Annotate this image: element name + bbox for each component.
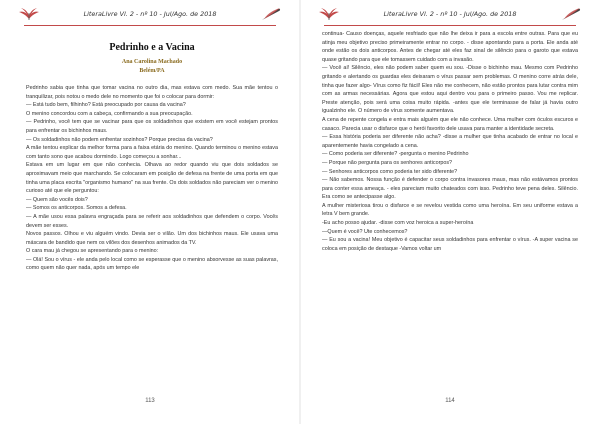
paragraph: — Quem são vocês dois?: [26, 196, 88, 203]
paragraph: — Somos os anticorpos. Somos a defesa.: [26, 205, 127, 212]
paragraph: — Você aí! Silêncio, eles não podem saber quem eu sou. -Disse o bichinho mau. Mesmo com Pedrinho gritando e alertando os guardas eles deixaram o vírus passar sem problemas. O menino corre atrás dele, tinha que fazer algo- Vírus como fiz fácil! Eles não me conhecem, não estão prontos para lutar contra mim com as armas necessárias. Agora que estou aqui dentro vou para o primeiro passo. Vou me replicar. Preste atenção, pois será uma coisa muito rápida. -antes que ele terminasse de falar já havia outro igualzinho ele. O número de vírus somente aumentava.: [322, 65, 578, 115]
paragraph: — Porque não pergunta para os senhores anticorpos?: [322, 159, 453, 166]
paragraph: — Como poderia ser diferente? -pergunta o menino Pedrinho: [322, 151, 469, 158]
quill-pen-icon: [260, 7, 282, 21]
paragraph: — A mãe usou essa palavra engraçada para se referir aos soldadinhos que defendem o corpo. Vocês devem ser esses.: [26, 213, 278, 229]
paragraph: — Senhores anticorpos como poderia ter sido diferente?: [322, 168, 458, 175]
paragraph: A mulher misteriosa tirou o disfarce e se revelou vestida como uma heroína. Em seu uniforme estava a letra V bem grande.: [322, 202, 578, 218]
paragraph: Pedrinho sabia que tinha que tomar vacina no outro dia, mas estava com medo. Sua mãe tentou o tranquilizar, pois notou o medo dele no momento que foi o colocar para dormir:: [26, 85, 278, 100]
magazine-header-text: LiteraLivre Vl. 2 - nº 10 - Jul/Ago. de 2018: [383, 10, 517, 18]
story-author: Ana Carolina Machado: [121, 59, 183, 65]
paragraph: A cena de repente congela e entra mais alguém que ele não conhece. Uma mulher com óculos escuros e casaco. Parecia usar o disfarce que o herói favorito dele usava para manter a identidade secreta.: [322, 116, 578, 132]
paragraph: — Olá! Sou o vírus - ele anda pelo local como se esperasse que o menino absorvesse as suas palavras, como quem não quer nada, após um tempo ele: [26, 256, 278, 272]
right-page: [300, 0, 600, 424]
header-rule: [24, 25, 276, 26]
magazine-header-text: LiteraLivre Vl. 2 - nº 10 - Jul/Ago. de 2018: [83, 10, 217, 18]
paragraph: — Não sabemos. Nossa função é defender o corpo contra invasores maus, mas não estávamos prontos para conter essa ameaça. - eles pareciam muito chateados com isso. Pedrinho teve pena deles. Silêncio. Era como se antecipasse algo.: [322, 177, 578, 201]
paragraph: continua- Causo doenças, aquele resfriado que não lhe deixa ir para a escola entre outras. Para que eu atinja meu objetivo preciso primeiramente entrar no corpo. - disse apontando para a porta. Ele anda até onde estão os dois anticorpos. Antes de chegar até eles faz sinal de silêncio para o garoto que estava quase gritando para que ele tomassem cuidado com a invasão.: [322, 31, 578, 63]
page-number: 114: [445, 398, 455, 404]
paragraph: — Pedrinho, você tem que se vacinar para que os soldadinhos que existem em você estejam prontos para enfrentar os bichinhos maus.: [26, 119, 278, 134]
paragraph: A mãe tentou explicar da melhor forma para a faixa etária do menino. Quando terminou o menino estava com tanto sono que acabou dormindo. Logo começou a sonhar...: [26, 145, 278, 160]
page-header: [320, 7, 580, 23]
paragraph: Estava em um lugar em que não conhecia. Olhava ao redor quando viu que dois soldados se aproximavam meio que marchando. Se colocaram em posição de defesa na frente de uma porta em que tinha uma placa escrita "organismo humano" na sua frente. Os dois soldados não pareciam ver o menino curioso até que ele perguntou:: [26, 162, 278, 195]
page-header: [20, 7, 280, 23]
story-title: Pedrinho e a Vacina: [109, 42, 195, 53]
paragraph: Novos passos. Olhou e viu alguém vindo. Devia ser o vilão. Um dos bichinhos maus. Ele usava uma máscara de bandido que nem os vilões dos desenhos animados da TV.: [26, 231, 278, 246]
paragraph: O menino concordou com a cabeça, confirmando a sua preocupação.: [26, 110, 193, 117]
story-place: Belém/PA: [139, 68, 165, 74]
paragraph: -Eu acho posso ajudar. -disse com voz heroica a super-heroína: [322, 220, 474, 227]
paragraph: —Quem é você? Ute conhecemos?: [322, 228, 408, 235]
header-rule: [324, 25, 576, 26]
left-page-body: [26, 32, 278, 273]
page-number: 113: [145, 398, 155, 404]
paragraph: O cara mau já chegou se apresentando para o menino:: [26, 248, 159, 255]
paragraph: — Está tudo bem, filhinho? Está preocupado por causa da vacina?: [26, 102, 186, 109]
paragraph: — Essa história poderia ser diferente não acha? -disse a mulher que tinha acabado de entrar no local e aparentemente havia congelado a cena.: [322, 134, 578, 149]
paragraph: — Eu sou a vacina! Meu objetivo é capacitar seus soldadinhos para enfrentar o vírus. -A super vacina se coloca em posição de destaque -Vamos voltar um: [322, 237, 578, 252]
right-page-body: [322, 30, 578, 253]
paragraph: — Os soldadinhos não podem enfrentar sozinhos? Porque precisa da vacina?: [26, 136, 213, 143]
quill-pen-icon: [560, 7, 582, 21]
